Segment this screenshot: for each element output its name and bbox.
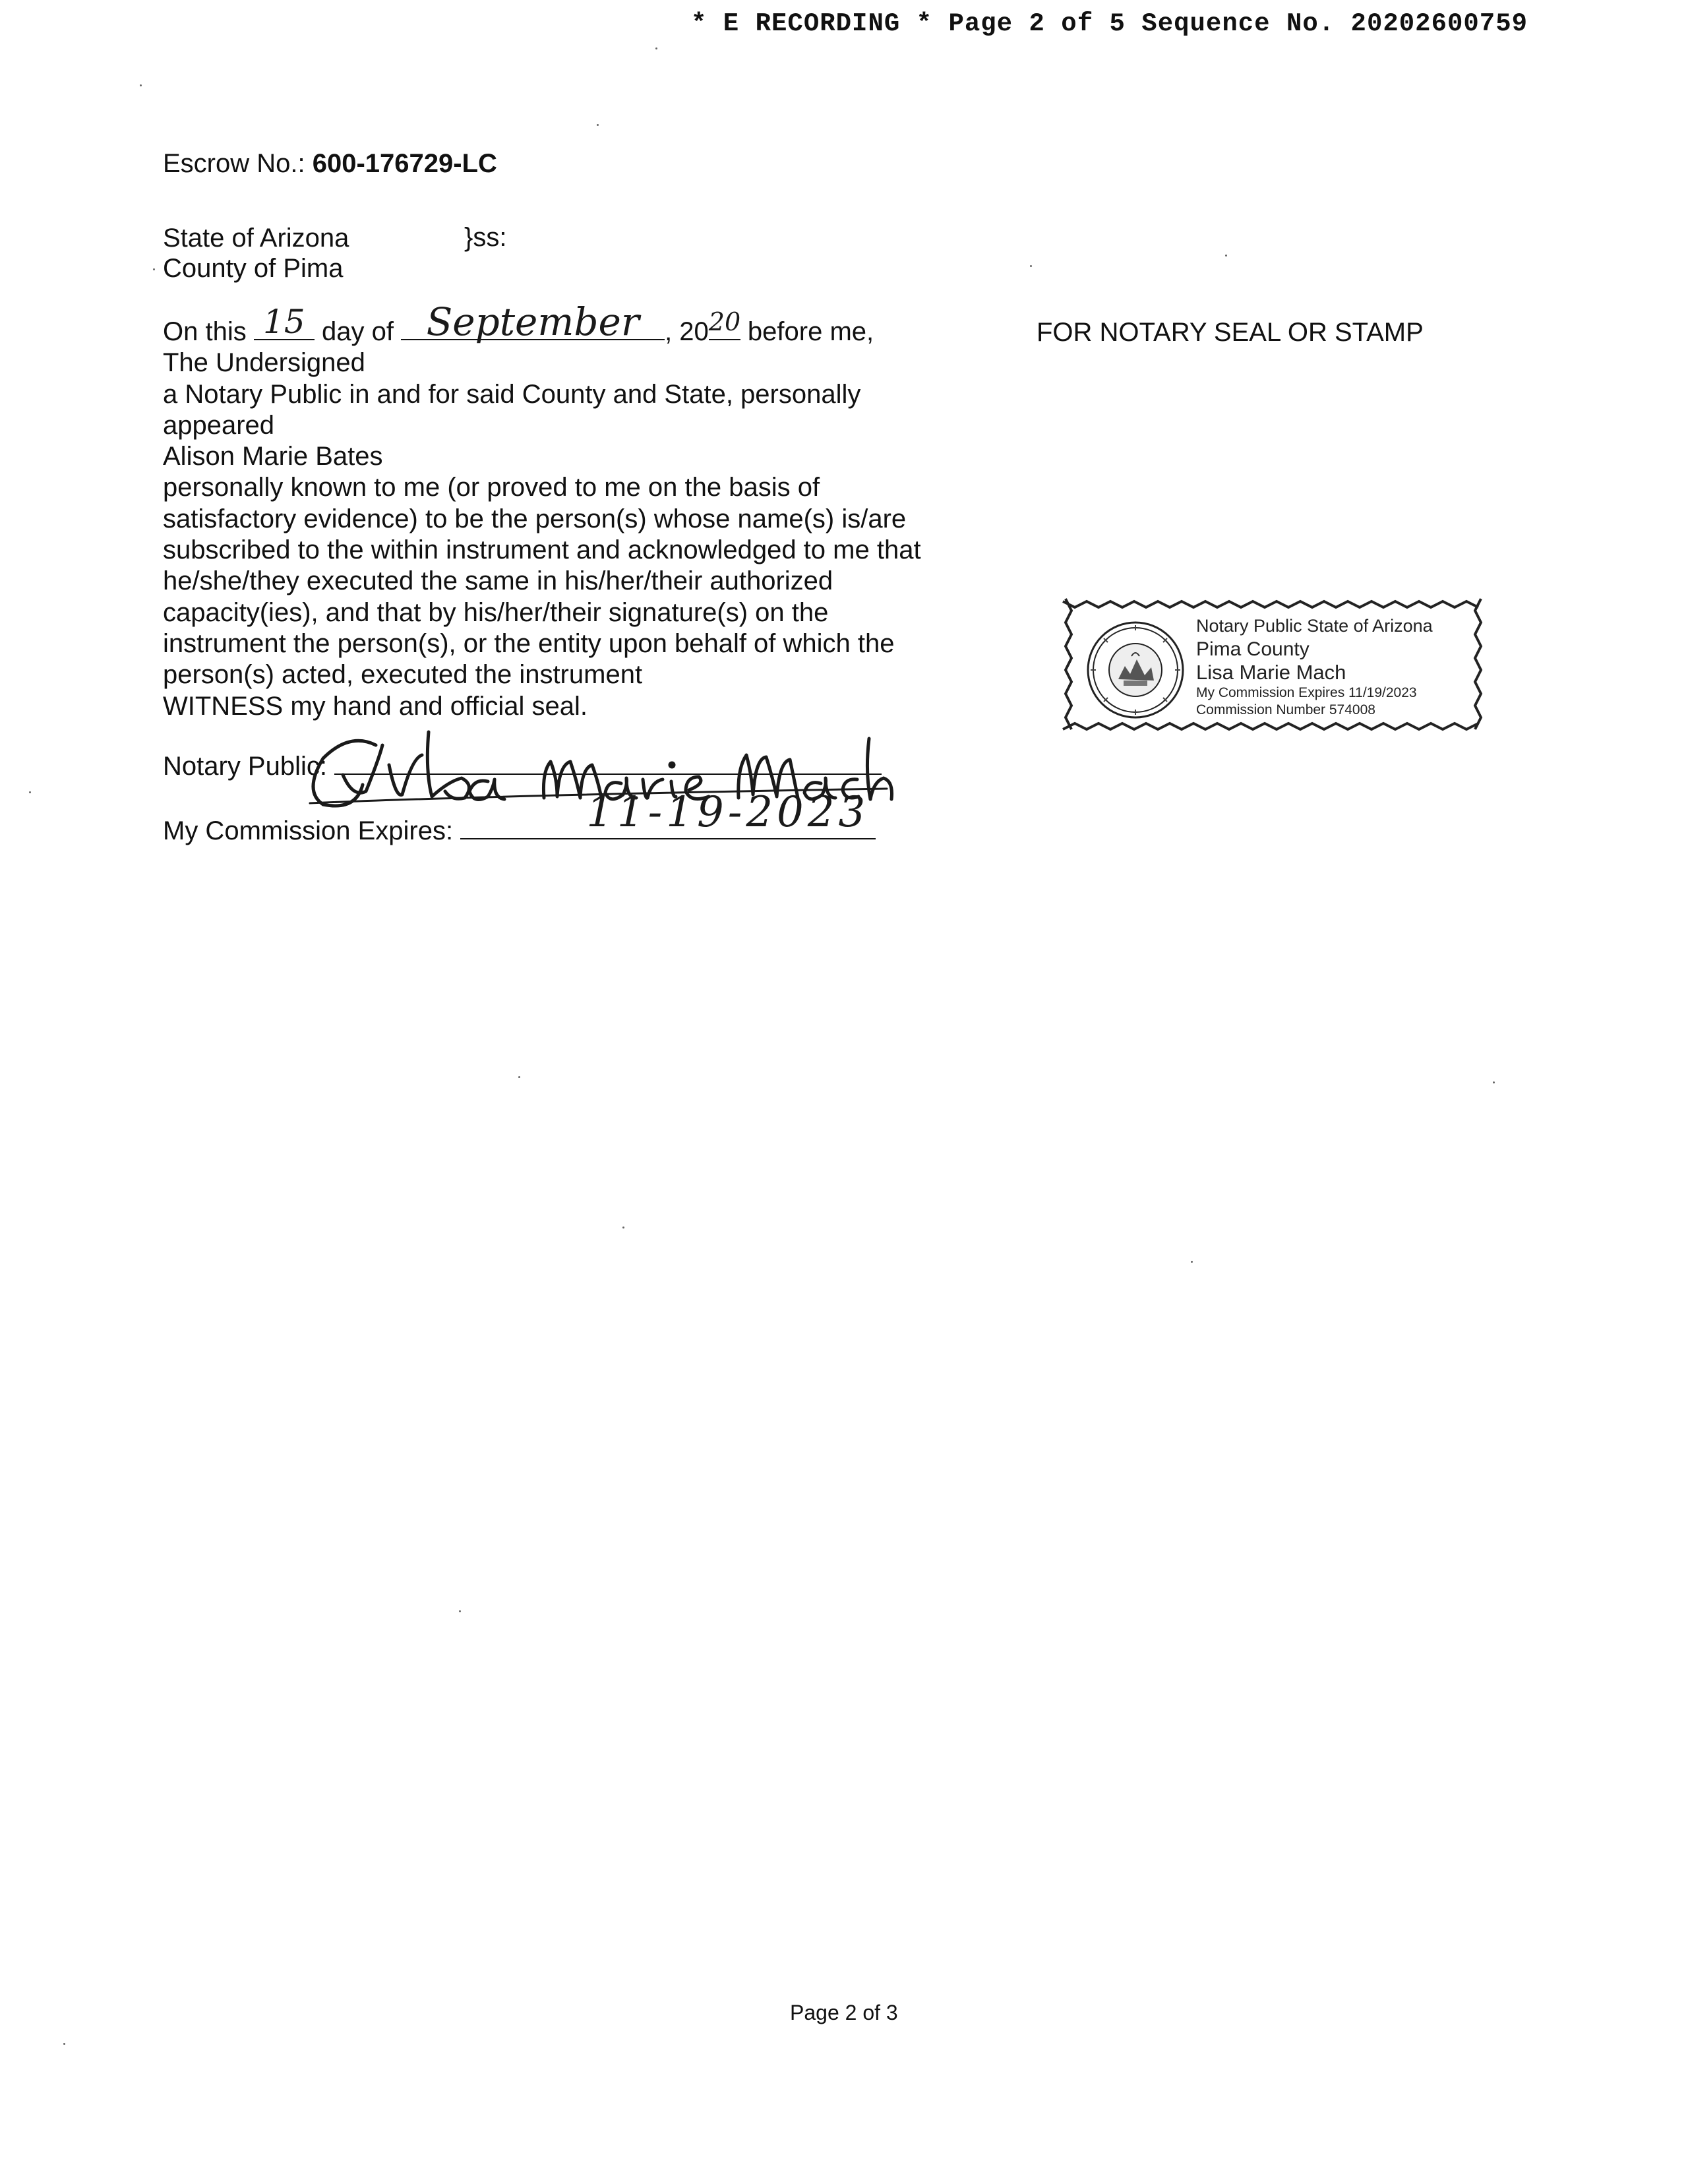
stamp-notary-name: Lisa Marie Mach [1196, 661, 1346, 684]
year-prefix: , 20 [665, 317, 709, 346]
stamp-county: Pima County [1196, 638, 1310, 660]
scan-speck [518, 1076, 520, 1078]
on-this-label: On this [163, 317, 247, 346]
paragraph-line: instrument the person(s), or the entity upon behalf of which the [163, 628, 895, 658]
paragraph-line: a Notary Public in and for said County and State, personally [163, 379, 861, 409]
notary-seal-heading: FOR NOTARY SEAL OR STAMP [1037, 318, 1424, 347]
paragraph-line: person(s) acted, executed the instrument [163, 660, 643, 690]
day-of-label: day of [321, 317, 394, 346]
scan-speck [459, 1610, 461, 1612]
paragraph-line: The Undersigned [163, 348, 365, 378]
year-blank [708, 307, 741, 340]
paragraph-line: appeared [163, 410, 275, 440]
scan-speck [597, 124, 599, 126]
commission-expires-label: My Commission Expires: [163, 816, 454, 845]
paragraph-line: capacity(ies), and that by his/her/their signature(s) on the [163, 597, 829, 627]
scan-speck [140, 84, 142, 86]
arizona-seal-image [1085, 620, 1186, 720]
commission-expires-line [163, 788, 876, 846]
stamp-commission-number: Commission Number 574008 [1196, 702, 1375, 717]
handwritten-year: 20 [708, 307, 741, 336]
date-line [163, 299, 921, 348]
paragraph-line: he/she/they executed the same in his/her/their authorized [163, 566, 833, 596]
before-me-label: before me, [747, 317, 874, 346]
ss-marker: }ss: [464, 223, 507, 252]
acknowledgment-paragraph [163, 299, 921, 722]
handwritten-day: 15 [263, 302, 305, 341]
escrow-line [163, 149, 497, 179]
venue-block [163, 223, 349, 284]
state-line: State of Arizona [163, 224, 349, 253]
scan-speck [29, 791, 31, 793]
scan-speck [63, 2043, 65, 2045]
county-line: County of Pima [163, 254, 344, 283]
commission-expires-blank [460, 788, 876, 839]
paragraph-line: personally known to me (or proved to me on the basis of [163, 473, 820, 502]
scan-speck [1191, 1261, 1193, 1263]
handwritten-expiration: 11-19-2023 [586, 788, 870, 837]
witness-line: WITNESS my hand and official seal. [163, 691, 588, 721]
scan-speck [153, 268, 155, 270]
stamp-commission-expires: My Commission Expires 11/19/2023 [1196, 685, 1417, 700]
scan-speck [655, 47, 657, 49]
notary-public-label: Notary Public: [163, 752, 327, 781]
escrow-number: 600-176729-LC [312, 149, 497, 178]
notary-stamp-text [1196, 615, 1433, 719]
scan-speck [1493, 1081, 1495, 1083]
scan-speck [1225, 255, 1227, 257]
day-blank [254, 302, 315, 341]
escrow-label: Escrow No.: [163, 149, 305, 178]
paragraph-line: subscribed to the within instrument and acknowledged to me that [163, 535, 921, 565]
recording-header: * E RECORDING * Page 2 of 5 Sequence No. 20202600759 [691, 9, 1528, 38]
handwritten-month: September [426, 299, 640, 344]
paragraph-line: satisfactory evidence) to be the person(s) whose name(s) is/are [163, 504, 907, 533]
page-footer: Page 2 of 3 [790, 2001, 898, 2024]
scan-speck [622, 1227, 624, 1228]
scan-speck [1030, 265, 1032, 267]
signer-name: Alison Marie Bates [163, 442, 383, 471]
month-blank [401, 299, 665, 344]
stamp-title: Notary Public State of Arizona [1196, 616, 1433, 636]
